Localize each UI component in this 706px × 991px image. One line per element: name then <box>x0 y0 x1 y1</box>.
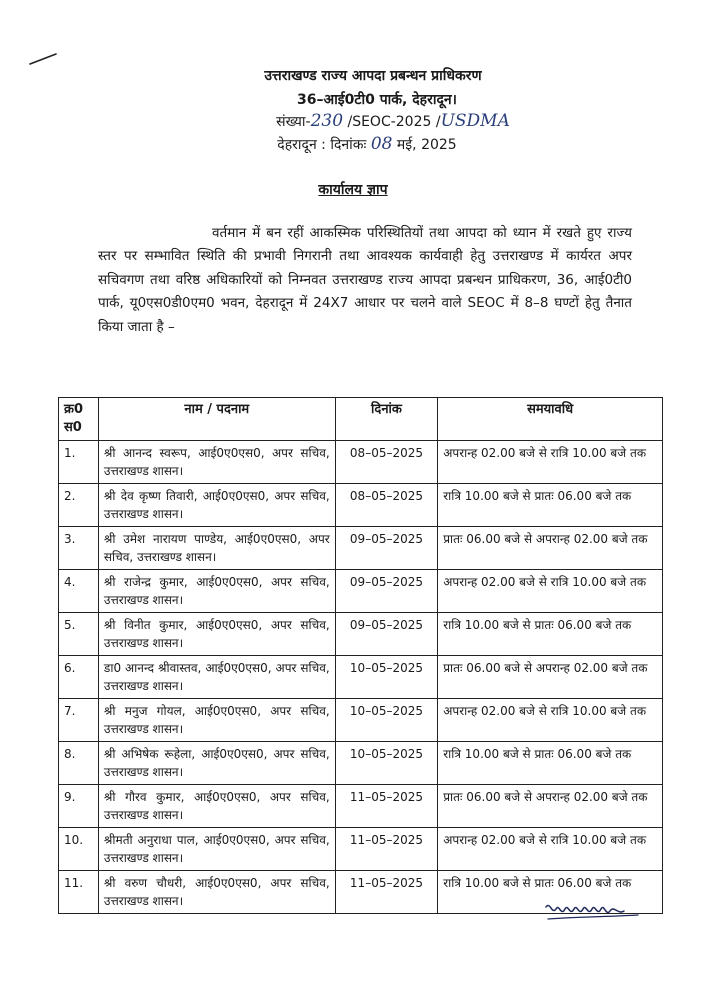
cell-serial: 9. <box>59 785 99 828</box>
table-row <box>59 527 663 570</box>
cell-serial: 10. <box>59 828 99 871</box>
cell-duration: रात्रि 10.00 बजे से प्रातः 06.00 बजे तक <box>438 742 663 785</box>
date-prefix: देहरादून : दिनांकः <box>277 137 367 153</box>
cell-duration: रात्रि 10.00 बजे से प्रातः 06.00 बजे तक <box>438 871 663 914</box>
cell-duration: अपरान्ह 02.00 बजे से रात्रि 10.00 बजे तक <box>438 828 663 871</box>
cell-date: 09–05–2025 <box>335 527 438 570</box>
cell-date: 11–05–2025 <box>335 871 438 914</box>
cell-serial: 6. <box>59 656 99 699</box>
cell-name: श्री आनन्द स्वरूप, आई0ए0एस0, अपर सचिव, उत्तराखण्ड शासन। <box>98 441 335 484</box>
table-row <box>59 613 663 656</box>
memo-body <box>98 222 632 339</box>
cell-name: श्री उमेश नारायण पाण्डेय, आई0ए0एस0, अपर सचिव, उत्तराखण्ड शासन। <box>98 527 335 570</box>
cell-serial: 8. <box>59 742 99 785</box>
cell-date: 08–05–2025 <box>335 484 438 527</box>
cell-name: श्री राजेन्द्र कुमार, आई0ए0एस0, अपर सचिव, उत्तराखण्ड शासन। <box>98 570 335 613</box>
ref-middle: /SEOC-2025 / <box>343 114 441 130</box>
org-name: उत्तराखण्ड राज्य आपदा प्रबन्धन प्राधिकरण <box>264 68 482 84</box>
header-serial: क्र0 स0 <box>59 398 99 441</box>
memo-subject: कार्यालय ज्ञाप <box>318 182 388 198</box>
cell-date: 11–05–2025 <box>335 785 438 828</box>
cell-duration: अपरान्ह 02.00 बजे से रात्रि 10.00 बजे तक <box>438 699 663 742</box>
cell-name: श्री देव कृष्ण तिवारी, आई0ए0एस0, अपर सचिव, उत्तराखण्ड शासन। <box>98 484 335 527</box>
memo-date <box>14 134 706 154</box>
ref-suffix-handwritten: USDMA <box>440 111 510 131</box>
cell-name: श्री वरुण चौधरी, आई0ए0एस0, अपर सचिव, उत्तराखण्ड शासन। <box>98 871 335 914</box>
cell-serial: 4. <box>59 570 99 613</box>
cell-date: 10–05–2025 <box>335 742 438 785</box>
cell-date: 10–05–2025 <box>335 656 438 699</box>
cell-name: श्री मनुज गोयल, आई0ए0एस0, अपर सचिव, उत्तराखण्ड शासन। <box>98 699 335 742</box>
table-header-row <box>59 398 663 441</box>
date-suffix: मई, 2025 <box>392 137 457 153</box>
table-row <box>59 699 663 742</box>
ref-number-handwritten: 230 <box>310 111 344 131</box>
table-row <box>59 785 663 828</box>
table-row <box>59 656 663 699</box>
cell-date: 08–05–2025 <box>335 441 438 484</box>
table-row <box>59 828 663 871</box>
signature <box>542 895 652 925</box>
cell-name: श्री अभिषेक रूहेला, आई0ए0एस0, अपर सचिव, उत्तराखण्ड शासन। <box>98 742 335 785</box>
cell-name: डा0 आनन्द श्रीवास्तव, आई0ए0एस0, अपर सचिव, उत्तराखण्ड शासन। <box>98 656 335 699</box>
pen-mark <box>28 52 58 66</box>
date-day-handwritten: 08 <box>370 134 393 154</box>
cell-serial: 2. <box>59 484 99 527</box>
cell-date: 09–05–2025 <box>335 570 438 613</box>
cell-duration: रात्रि 10.00 बजे से प्रातः 06.00 बजे तक <box>438 613 663 656</box>
cell-serial: 1. <box>59 441 99 484</box>
cell-name: श्री गौरव कुमार, आई0ए0एस0, अपर सचिव, उत्तराखण्ड शासन। <box>98 785 335 828</box>
cell-date: 09–05–2025 <box>335 613 438 656</box>
table-row <box>59 742 663 785</box>
cell-duration: रात्रि 10.00 बजे से प्रातः 06.00 बजे तक <box>438 484 663 527</box>
cell-duration: अपरान्ह 02.00 बजे से रात्रि 10.00 बजे तक <box>438 570 663 613</box>
ref-prefix: संख्या- <box>276 114 311 130</box>
table-row <box>59 484 663 527</box>
header-duration: समयावधि <box>438 398 663 441</box>
header-name: नाम / पदनाम <box>98 398 335 441</box>
cell-date: 11–05–2025 <box>335 828 438 871</box>
cell-name: श्रीमती अनुराधा पाल, आई0ए0एस0, अपर सचिव, उत्तराखण्ड शासन। <box>98 828 335 871</box>
cell-duration: अपरान्ह 02.00 बजे से रात्रि 10.00 बजे तक <box>438 441 663 484</box>
header-date: दिनांक <box>335 398 438 441</box>
cell-serial: 11. <box>59 871 99 914</box>
cell-serial: 7. <box>59 699 99 742</box>
cell-name: श्री विनीत कुमार, आई0ए0एस0, अपर सचिव, उत्तराखण्ड शासन। <box>98 613 335 656</box>
duty-roster-table <box>58 397 663 914</box>
cell-date: 10–05–2025 <box>335 699 438 742</box>
table-row <box>59 441 663 484</box>
cell-duration: प्रातः 06.00 बजे से अपरान्ह 02.00 बजे तक <box>438 527 663 570</box>
cell-serial: 3. <box>59 527 99 570</box>
org-address: 36–आई0टी0 पार्क, देहरादून। <box>297 92 457 108</box>
cell-duration: प्रातः 06.00 बजे से अपरान्ह 02.00 बजे तक <box>438 785 663 828</box>
cell-serial: 5. <box>59 613 99 656</box>
reference-number <box>40 111 706 131</box>
table-row <box>59 570 663 613</box>
cell-duration: प्रातः 06.00 बजे से अपरान्ह 02.00 बजे तक <box>438 656 663 699</box>
memo-body-text: वर्तमान में बन रहीं आकस्मिक परिस्थितियों तथा आपदा को ध्यान में रखते हुए राज्य स्तर पर सम्भावित स्थिति की प्रभावी निगरानी तथा आवश्यक कार्यवाही हेतु उत्तराखण्ड में कार्यरत अपर सचिवगण तथा वरिष्ठ अधिकारियों को निम्नवत उत्तराखण्ड राज्य आपदा प्रबन्धन प्राधिकरण, 36, आई0टी0 पार्क, यू0एस0डी0एम0 भवन, देहरादून में 24X7 आधार पर चलने वाले SEOC में 8–8 घण्टों हेतु तैनात किया जाता है – <box>98 225 632 335</box>
